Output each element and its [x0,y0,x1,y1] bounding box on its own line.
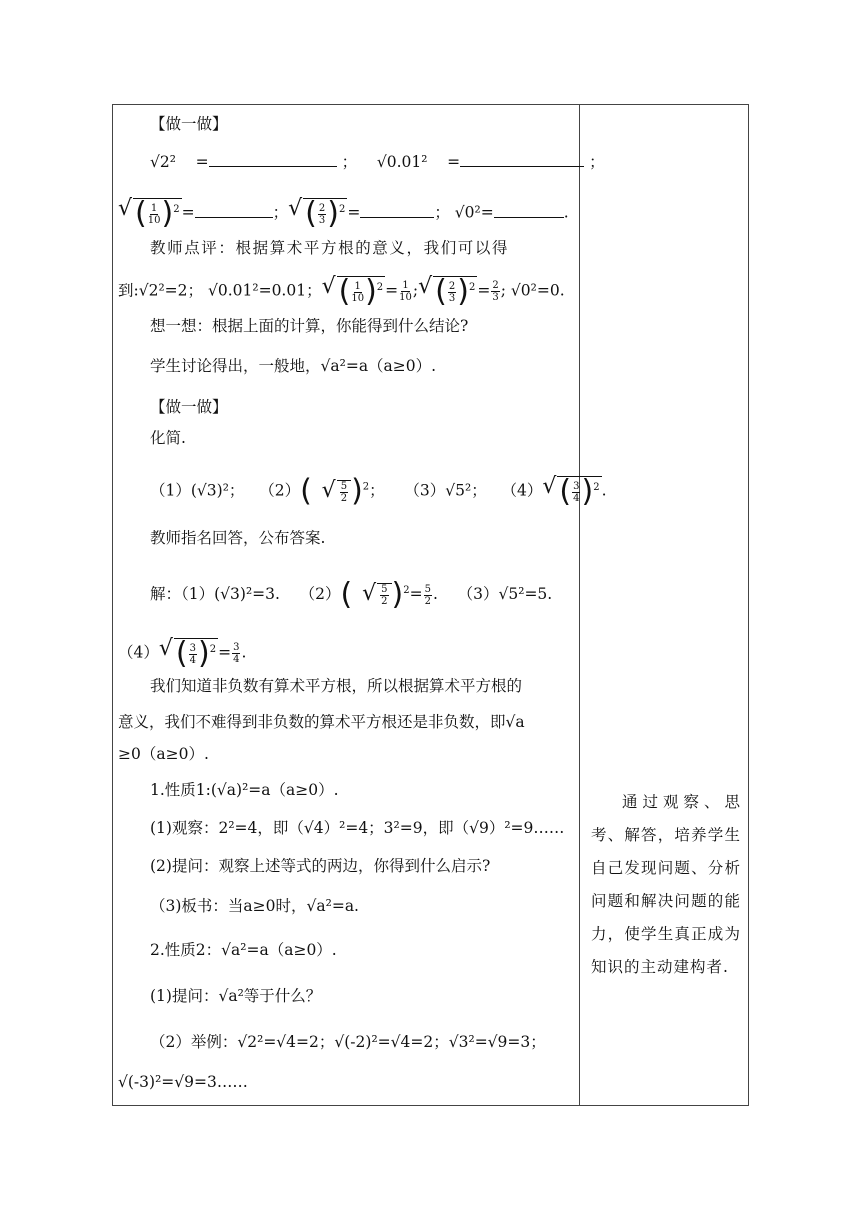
solution-3: （3）√5²=5. [457,585,553,603]
teacher-comment: 教师点评：根据算术平方根的意义，我们可以得 [150,239,510,257]
exercise-line-2: √ ( $\frac{1}{10}$ )$^2$ = ； √ ( $\frac{2}{3}$ )$^2$ = ； √0²= . [118,196,569,231]
result-5: √0²=0. [510,281,565,300]
comment-results: 到:√2²=2； √0.01²=0.01； √ ( $\frac{1}{10}$ )$^2$ = $\frac{1}{10}$ ; √ ( $\frac{2}{3}$ )$^2$ = $\frac{2}{3}$ ; √0²=0. [118,274,565,309]
solution-line-4: （4） √ ( $\frac{3}{4}$ )$^2$ = $\frac{3}{4}$ . [118,636,247,671]
result-frac-3-4: $\frac{3}{4}$ [233,642,240,665]
example-line: （2）举例：√2²=√4=2；√(-2)²=√4=2；√3²=√9=3； [150,1033,546,1051]
radical-frac-5-2: √ $\frac{5}{2}$ [322,480,351,504]
teacher-answer: 教师指名回答，公布答案. [150,529,326,547]
simplify-label: 化简. [150,429,186,447]
paragraph-line-3: ≥0（a≥0）. [118,745,209,763]
problem-2-label: （2） [259,481,301,500]
answer-blank[interactable] [195,203,273,218]
problem-1: （1）(√3)²； [150,481,245,500]
observe-line: (1)观察：2²=4，即（√4）²=4；3²=9，即（√9）²=9…… [150,819,565,837]
radical-frac-2-3: √ ( $\frac{2}{3}$ )$^2$ [288,196,346,231]
heading-zuo-yi-zuo: 【做一做】 [150,115,228,133]
radical-frac-3-4: √ ( $\frac{3}{4}$ )$^2$ [542,474,600,509]
problem-3: （3）√5²； [404,481,487,500]
radical-frac-2-3: √ ( $\frac{2}{3}$ )$^2$ [418,274,476,309]
radical-frac-3-4: √ ( $\frac{3}{4}$ )$^2$ [158,636,217,671]
answer-blank[interactable] [209,152,337,167]
radical-frac-1-10: √ ( $\frac{1}{10}$ )$^2$ [118,196,180,231]
paragraph-line-2: 意义，我们不难得到非负数的算术平方根还是非负数，即√a [118,713,525,731]
equals: = [195,153,209,171]
equals: = [181,203,195,222]
result-2: √0.01²=0.01； [207,281,322,300]
property-1: 1.性质1:(√a)²=a（a≥0）. [150,781,339,799]
teaching-note [591,786,741,984]
ask-line-1: (2)提问：观察上述等式的两边，你得到什么启示? [150,857,491,875]
sep: ； [341,153,358,171]
property-2: 2.性质2：√a²=a（a≥0）. [150,941,337,959]
board-line: （3)板书：当a≥0时，√a²=a. [150,897,359,915]
conclusion: 学生讨论得出，一般地，√a²=a（a≥0）. [150,357,437,375]
radical-frac-1-10: √ ( $\frac{1}{10}$ )$^2$ [321,274,384,309]
solution-2-label: （2） [299,585,341,603]
expr-sqrt-2-sq: √2² [150,153,176,171]
lead: 到: [118,281,139,300]
sep: ； [589,153,605,171]
answer-blank[interactable] [360,203,434,218]
radical-frac-5-2: √ $\frac{5}{2}$ [362,583,391,607]
problem-4-label: （4） [501,481,543,500]
result-frac-2-3: $\frac{2}{3}$ [492,280,499,303]
teaching-note-text: 通过观察、思考、解答，培养学生自己发现问题、分析问题和解决问题的能力，使学生真正成为知识的主动建构者. [591,793,741,976]
expr-sqrt-001-sq: √0.01² [376,153,428,171]
period: . [563,203,569,222]
result-frac-5-2: $\frac{5}{2}$ [424,583,431,607]
solution-1: 解：（1）(√3)²=3. [150,585,280,603]
answer-blank[interactable] [460,152,584,167]
heading-zuo-yi-zuo-2: 【做一做】 [150,398,228,416]
equals: = [347,203,361,222]
equals: = [447,153,461,171]
result-frac-1-10: $\frac{1}{10}$ [399,280,412,303]
example-line-2: √(-3)²=√9=3…… [118,1073,248,1091]
solution-line: 解：（1）(√3)²=3. （2）( √ $\frac{5}{2}$ )$^2$= $\frac{5}{2}$ . （3）√5²=5. [150,577,553,612]
paragraph-line-1: 我们知道非负数有算术平方根，所以根据算术平方根的 [150,677,523,695]
problems-line: （1）(√3)²； （2）( √ $\frac{5}{2}$ )$^2$； （3）√5²； （4） √ ( $\frac{3}{4}$ )$^2$ . [150,473,607,509]
answer-blank[interactable] [494,203,564,218]
ask-line-2: (1)提问：√a²等于什么？ [150,987,322,1005]
result-1: √2²=2； [138,281,204,300]
think-prompt: 想一想：根据上面的计算，你能得到什么结论? [150,317,469,335]
expr-sqrt-0-sq: √0²= [454,203,494,222]
solution-4-label: （4） [118,643,159,662]
exercise-line-1 [150,152,605,172]
